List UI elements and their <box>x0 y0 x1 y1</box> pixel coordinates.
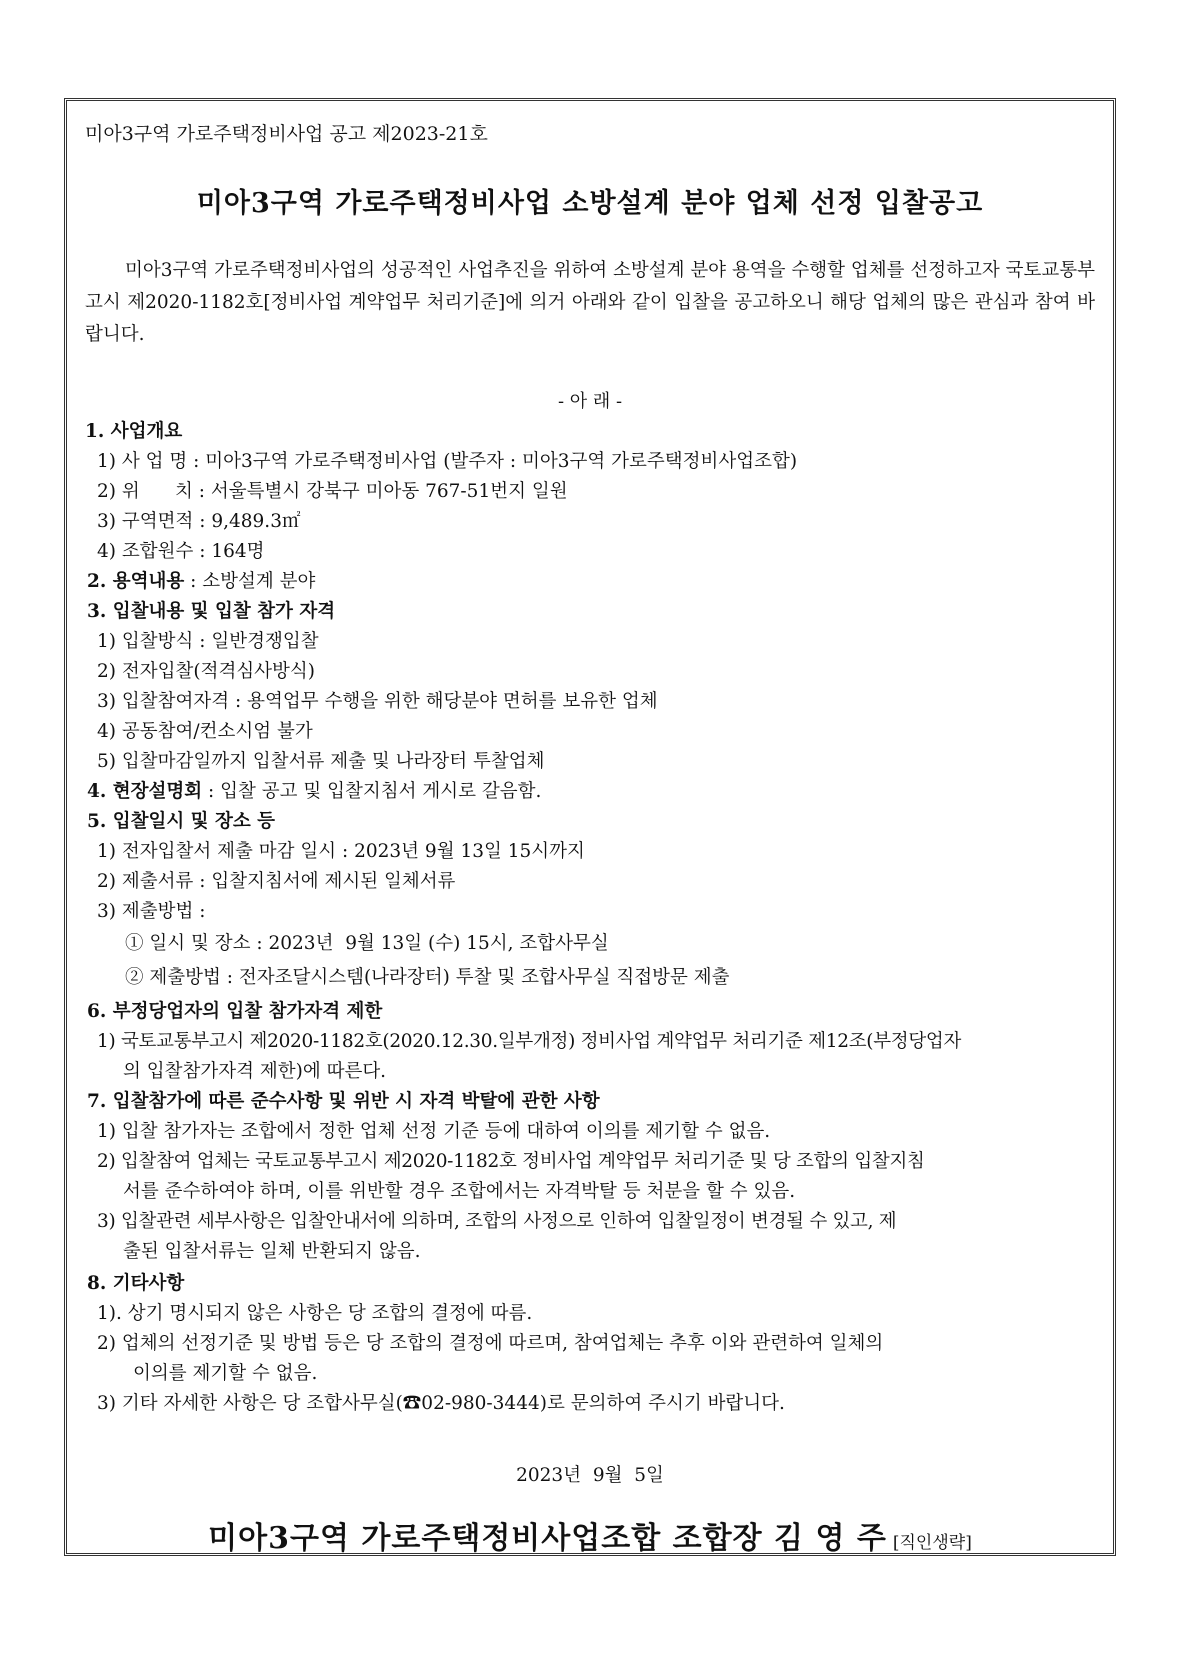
body-line: 6. 부정당업자의 입찰 참가자격 제한 <box>87 1001 383 1022</box>
body-line: 1) 국토교통부고시 제2020-1182호(2020.12.30.일부개정) 정비사업 계약업무 처리기준 제12조(부정당업자 <box>97 1031 962 1052</box>
body-line: 서를 준수하여야 하며, 이를 위반할 경우 조합에서는 자격박탈 등 처분을 할 수 있음. <box>123 1181 796 1202</box>
body-line: 2) 제출서류 : 입찰지침서에 제시된 일체서류 <box>97 871 456 892</box>
body-line: 이의를 제기할 수 없음. <box>133 1363 318 1384</box>
body-line: 3. 입찰내용 및 입찰 참가 자격 <box>87 601 336 622</box>
notice-title: 미아3구역 가로주택정비사업 소방설계 분야 업체 선정 입찰공고 <box>196 188 984 219</box>
body-line: 출된 입찰서류는 일체 반환되지 않음. <box>123 1241 421 1262</box>
body-line: 2. 용역내용 : 소방설계 분야 <box>87 571 316 592</box>
body-line: 3) 입찰참여자격 : 용역업무 수행을 위한 해당분야 면허를 보유한 업체 <box>97 691 658 712</box>
body-line: 2) 전자입찰(적격심사방식) <box>97 661 316 682</box>
notice-date: 2023년 9월 5일 <box>516 1465 664 1486</box>
body-line: 4) 조합원수 : 164명 <box>97 541 265 562</box>
body-line: 3) 구역면적 : 9,489.3㎡ <box>97 511 301 532</box>
body-line: 8. 기타사항 <box>87 1273 185 1294</box>
body-line: ② 제출방법 : 전자조달시스템(나라장터) 투찰 및 조합사무실 직접방문 제출 <box>125 967 730 988</box>
section-divider-label: - 아 래 - <box>557 391 623 412</box>
notice-intro <box>85 255 1095 351</box>
intro-text: 미아3구역 가로주택정비사업의 성공적인 사업추진을 위하여 소방설계 분야 용역을 수행할 업체를 선정하고자 국토교통부 고시 제2020-1182호[정비사업 계약업무 처리기준]에 의거 아래와 같이 입찰을 공고하오니 해당 업체의 많은 관심과 참여 바랍니다. <box>85 260 1096 345</box>
body-line: 1). 상기 명시되지 않은 사항은 당 조합의 결정에 따름. <box>97 1303 533 1324</box>
body-line: 1) 입찰방식 : 일반경쟁입찰 <box>97 631 319 652</box>
signatory-name: 미아3구역 가로주택정비사업조합 조합장 김 영 주 <box>208 1521 887 1556</box>
body-line: 1) 전자입찰서 제출 마감 일시 : 2023년 9월 13일 15시까지 <box>97 841 585 862</box>
notice-reference-number: 미아3구역 가로주택정비사업 공고 제2023-21호 <box>85 123 488 145</box>
body-line: 7. 입찰참가에 따른 준수사항 및 위반 시 자격 박탈에 관한 사항 <box>87 1091 600 1112</box>
body-line: 의 입찰참가자격 제한)에 따른다. <box>123 1061 387 1082</box>
body-line: 4. 현장설명회 : 입찰 공고 및 입찰지침서 게시로 갈음함. <box>87 781 542 802</box>
notice-frame <box>64 98 1116 1556</box>
body-line: 1. 사업개요 <box>85 421 183 442</box>
body-line: 5. 입찰일시 및 장소 등 <box>87 811 276 832</box>
body-line: 2) 입찰참여 업체는 국토교통부고시 제2020-1182호 정비사업 계약업무 처리기준 및 당 조합의 입찰지침 <box>97 1151 925 1172</box>
body-line: 3) 제출방법 : <box>97 901 206 922</box>
body-line: 3) 입찰관련 세부사항은 입찰안내서에 의하며, 조합의 사정으로 인하여 입찰일정이 변경될 수 있고, 제 <box>97 1211 897 1232</box>
seal-omitted-note: [직인생략] <box>892 1533 972 1553</box>
body-line: 3) 기타 자세한 사항은 당 조합사무실(☎02-980-3444)로 문의하여 주시기 바랍니다. <box>97 1393 785 1414</box>
body-line: 4) 공동참여/컨소시엄 불가 <box>97 721 313 742</box>
body-line: 1) 입찰 참가자는 조합에서 정한 업체 선정 기준 등에 대하여 이의를 제기할 수 없음. <box>97 1121 771 1142</box>
body-line: 2) 위 치 : 서울특별시 강북구 미아동 767-51번지 일원 <box>97 481 568 502</box>
body-line: 2) 업체의 선정기준 및 방법 등은 당 조합의 결정에 따르며, 참여업체는 추후 이와 관련하여 일체의 <box>97 1333 884 1354</box>
body-line: 5) 입찰마감일까지 입찰서류 제출 및 나라장터 투찰업체 <box>97 751 545 772</box>
signatory <box>67 1513 1113 1557</box>
body-line: 1) 사 업 명 : 미아3구역 가로주택정비사업 (발주자 : 미아3구역 가로주택정비사업조합) <box>97 451 798 472</box>
body-line: ① 일시 및 장소 : 2023년 9월 13일 (수) 15시, 조합사무실 <box>125 933 609 954</box>
